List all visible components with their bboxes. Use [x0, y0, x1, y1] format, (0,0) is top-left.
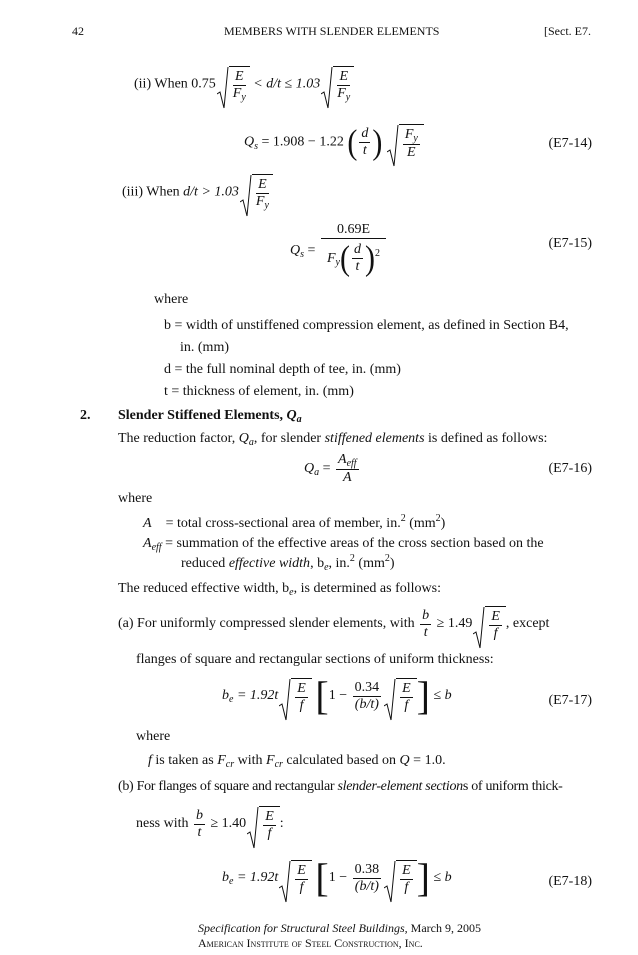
equation-e7-18: $b_e = 1.92t$ $\frac{E}{f}$ [1 − $\frac{0.38}{(b/t)}$ $\frac{E}{f}$ ] ≤ b: [222, 855, 452, 900]
definition-aeff-continued: reduced effective width, $b_e$, in.$^2$ $(mm^2)$: [181, 553, 395, 573]
running-title: MEMBERS WITH SLENDER ELEMENTS: [224, 24, 440, 38]
definition-a: A = total cross-sectional area of member, in.$^2$ $(mm^2)$: [143, 513, 446, 531]
equation-e7-16: $Q_a$ = $\frac{A_{eff}}{A}$: [304, 452, 357, 485]
equation-e7-14: $Q_s = 1.908 - 1.22$ ( $\frac{d}{t}$ ) $\frac{F_y}{E}$: [244, 124, 424, 161]
definition-b-continued: in. (mm): [180, 340, 229, 355]
footer-publisher: American Institute of Steel Construction, Inc.: [198, 936, 423, 950]
equation-number-e7-16: (E7-16): [548, 461, 592, 476]
reduced-width-intro: The reduced effective width, $b_e$, is determined as follows:: [118, 581, 441, 598]
section-intro: The reduction factor, $Q_a$, for slender stiffened elements is defined as follows:: [118, 431, 548, 448]
page-number: 42: [72, 24, 84, 38]
definition-t: t = thickness of element, in. (mm): [164, 384, 354, 399]
case-ii-condition: (ii) When 0.75 $\frac{E}{F_y}$ < d/t ≤ 1.03 $\frac{E}{F_y}$: [134, 66, 354, 103]
case-a-line-2: flanges of square and rectangular sections of uniform thickness:: [136, 652, 494, 667]
section-number: 2.: [80, 408, 91, 423]
equation-number-e7-17: (E7-17): [548, 693, 592, 708]
footer-spec: Specification for Structural Steel Buildings, March 9, 2005: [198, 921, 481, 935]
where-label-2: where: [118, 491, 153, 506]
equation-number-e7-14: (E7-14): [548, 136, 592, 151]
definition-aeff: $A_{eff}$ = summation of the effective areas of the cross section based on the: [143, 536, 544, 553]
case-b-line-1: (b) For flanges of square and rectangular slender-element sections of uniform thick-: [118, 779, 563, 794]
case-iii-condition: (iii) When d/t > 1.03 $\frac{E}{F_y}$: [122, 174, 273, 211]
f-definition: f is taken as $F_{cr}$ with $F_{cr}$ calculated based on Q = 1.0.: [148, 753, 446, 770]
equation-e7-15: $Q_s$ = 0.69E $F_y$( $\frac{d}{t}$ )$^2$: [290, 222, 388, 280]
where-label: where: [154, 292, 189, 307]
case-a-line-1: (a) For uniformly compressed slender elements, with $\frac{b}{t}$ ≥ 1.49 $\frac{E}{f}$ , except: [118, 606, 549, 642]
section-reference: [Sect. E7.: [544, 24, 591, 38]
equation-e7-17: $b_e = 1.92t$ $\frac{E}{f}$ [1 − $\frac{0.34}{(b/t)}$ $\frac{E}{f}$ ] ≤ b: [222, 673, 452, 718]
definition-d: d = the full nominal depth of tee, in. (mm): [164, 362, 401, 377]
definition-b: b = width of unstiffened compression element, as defined in Section B4,: [164, 318, 569, 333]
equation-number-e7-15: (E7-15): [548, 236, 592, 251]
section-title: Slender Stiffened Elements, $Q_a$: [118, 408, 302, 425]
equation-number-e7-18: (E7-18): [548, 874, 592, 889]
case-b-line-2: ness with $\frac{b}{t}$ ≥ 1.40 $\frac{E}{f}$ :: [136, 806, 284, 842]
where-label-3: where: [136, 729, 171, 744]
